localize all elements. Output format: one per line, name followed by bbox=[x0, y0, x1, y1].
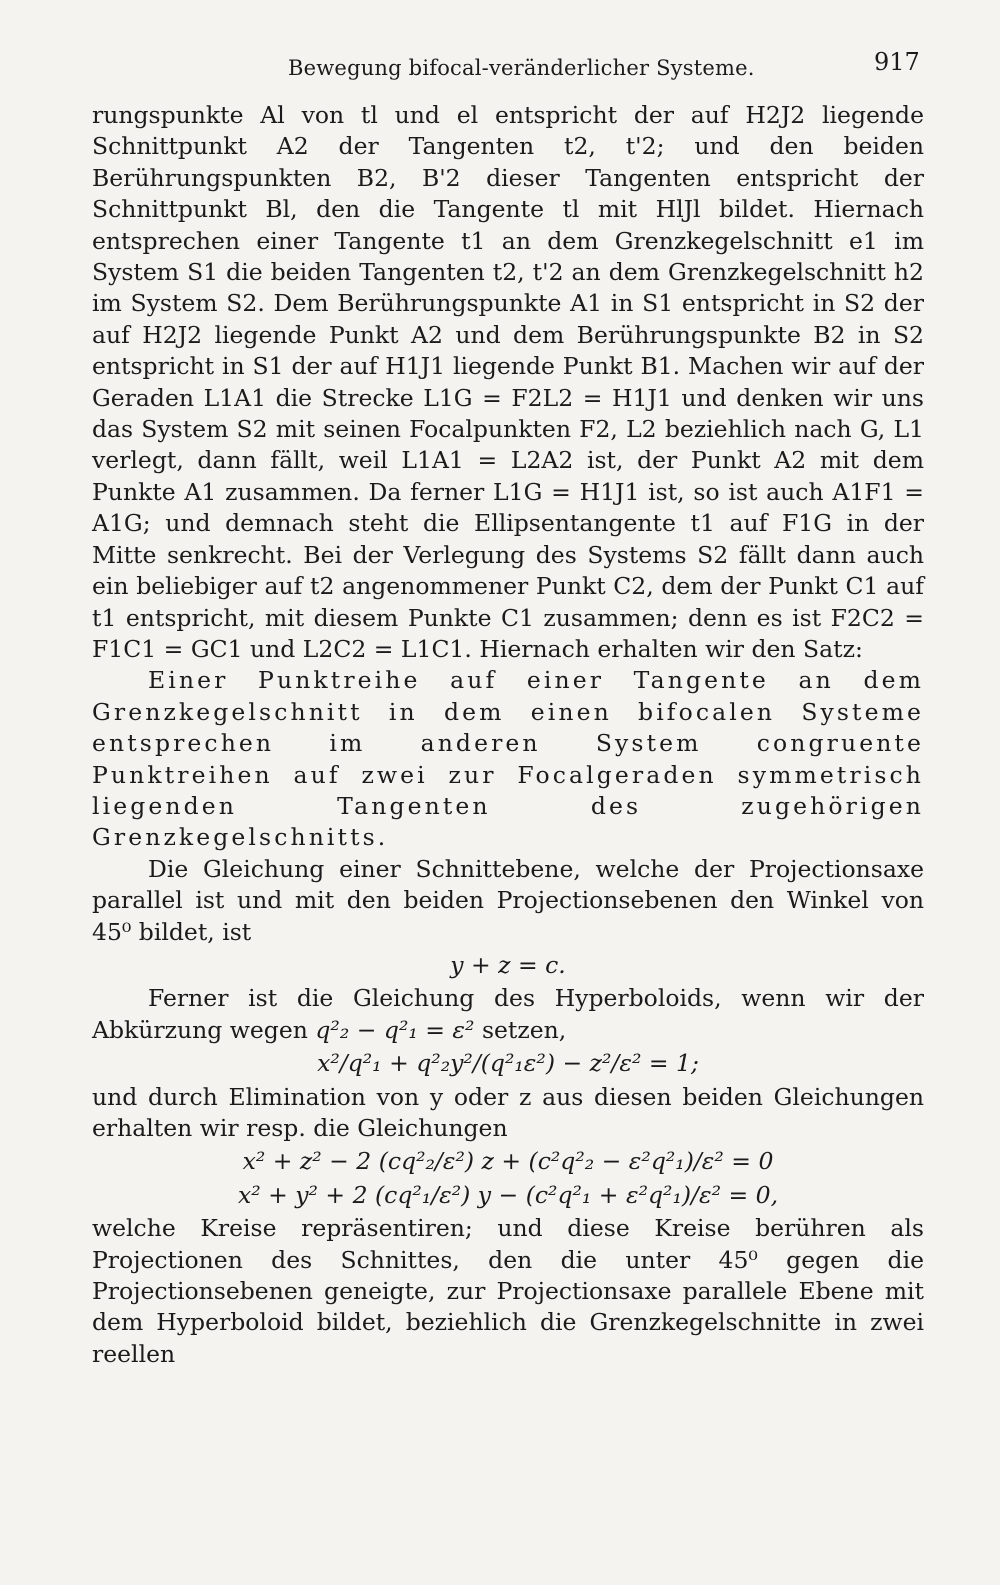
page-header bbox=[0, 48, 1000, 88]
equation-circle-1: x² + z² − 2 (cq²₂/ε²) z + (c²q²₂ − ε²q²₁)/ε² = 0 bbox=[242, 1147, 774, 1176]
equation-plane: y + z = c. bbox=[450, 950, 566, 979]
paragraph-3-text: Ferner ist die Gleichung des Hyperboloids, wenn wir der Abkürzung wegen bbox=[92, 984, 924, 1044]
equation-hyperboloid: x²/q²₁ + q²₂y²/(q²₁ε²) − z²/ε² = 1; bbox=[317, 1049, 699, 1078]
paragraph-3 bbox=[92, 983, 924, 1046]
page-body bbox=[92, 100, 924, 1370]
equation-circle-2: x² + y² + 2 (cq²₁/ε²) y − (c²q²₁ + ε²q²₁)/ε² = 0, bbox=[237, 1180, 779, 1209]
theorem-paragraph: Einer Punktreihe auf einer Tangente an dem Grenzkegelschnitt in dem einen bifocalen Systeme entsprechen im anderen System congruente Punktreihen auf zwei zur Focalgeraden symmetrisch liegenden Tangenten des zugehörigen Grenzkegelschnitts. bbox=[92, 666, 924, 852]
paragraph-3-end: setzen, bbox=[481, 1015, 567, 1044]
abbreviation-formula: q²₂ − q²₁ = ε² bbox=[315, 1015, 475, 1044]
page-number: 917 bbox=[874, 48, 920, 76]
paragraph-4: und durch Elimination von y oder z aus diesen beiden Gleichungen erhalten wir resp. die Gleichungen bbox=[92, 1082, 924, 1142]
paragraph-5: welche Kreise repräsentiren; und diese Kreise berühren als Projectionen des Schnittes, den die unter 45⁰ gegen die Projectionsebenen geneigte, zur Projectionsaxe parallele Ebene mit dem Hyperboloid bildet, beziehlich die Grenzkegelschnitte in zwei reellen bbox=[92, 1214, 924, 1368]
paragraph-2: Die Gleichung einer Schnittebene, welche der Projectionsaxe parallel ist und mit den beiden Projectionsebenen den Winkel von 45⁰ bildet, ist bbox=[92, 854, 924, 946]
paragraph-1: rungspunkte Al von tl und el entspricht der auf H2J2 liegende Schnittpunkt A2 der Tangenten t2, t'2; und den beiden Berührungspunkten B2, B'2 dieser Tangenten entspricht der Schnittpunkt Bl, den die Tangente tl mit HlJl bildet. Hiernach entsprechen einer Tangente t1 an dem Grenzkegelschnitt e1 im System S1 die beiden Tangenten t2, t'2 an dem Grenzkegelschnitt h2 im System S2. Dem Berührungspunkte A1 in S1 entspricht in S2 der auf H2J2 liegende Punkt A2 und dem Berührungspunkte B2 in S2 entspricht in S1 der auf H1J1 liegende Punkt B1. Machen wir auf der Geraden L1A1 die Strecke L1G = F2L2 = H1J1 und denken wir uns das System S2 mit seinen Focalpunkten F2, L2 beziehlich nach G, L1 verlegt, dann fällt, weil L1A1 = L2A2 ist, der Punkt A2 mit dem Punkte A1 zusammen. Da ferner L1G = H1J1 ist, so ist auch A1F1 = A1G; und demnach steht die Ellipsentangente t1 auf F1G in der Mitte senkrecht. Bei der Verlegung des Systems S2 fällt dann auch ein beliebiger auf t2 angenommener Punkt C2, dem der Punkt C1 auf t1 entspricht, mit diesem Punkte C1 zusammen; denn es ist F2C2 = F1C1 = GC1 und L2C2 = L1C1. Hiernach erhalten wir den Satz: bbox=[92, 101, 924, 663]
running-title: Bewegung bifocal-veränderlicher Systeme. bbox=[288, 56, 755, 80]
